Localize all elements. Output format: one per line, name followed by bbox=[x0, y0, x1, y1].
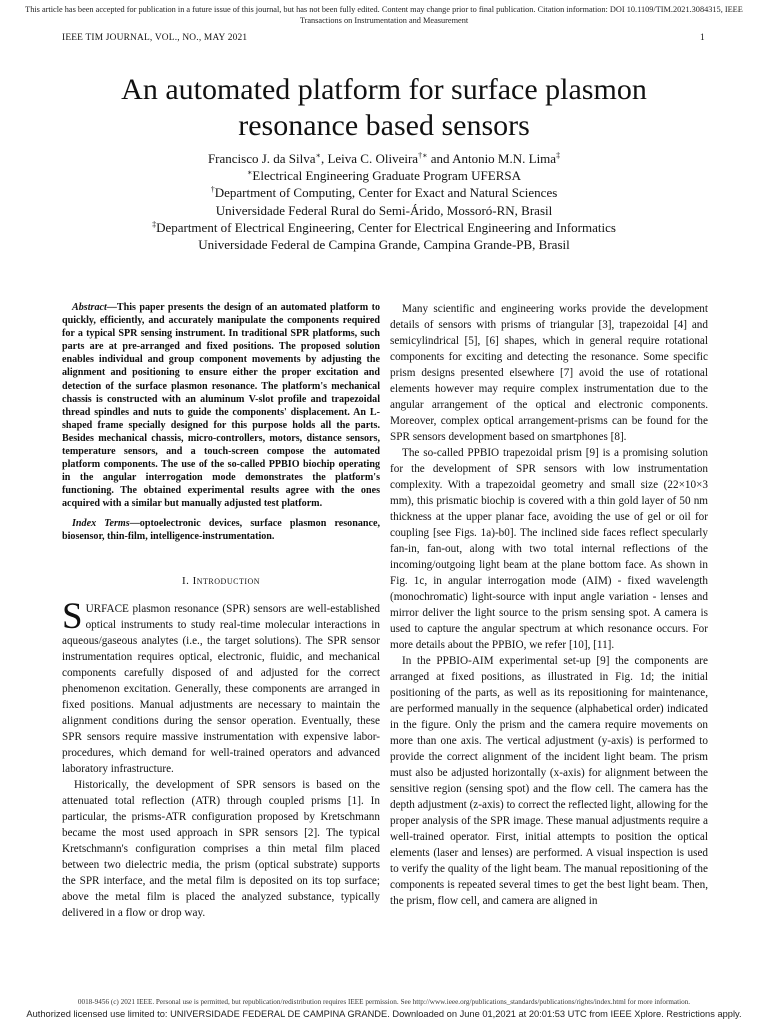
author-1-mark: ∗ bbox=[315, 151, 321, 160]
affiliation-3: Universidade Federal Rural do Semi-Árido, Mossoró-RN, Brasil bbox=[215, 202, 553, 218]
affiliation-1-mark: ∗ bbox=[246, 168, 253, 178]
index-terms bbox=[62, 517, 380, 543]
author-1: Francisco J. da Silva bbox=[207, 151, 316, 166]
drop-cap: S bbox=[62, 595, 83, 637]
affiliation-5: Universidade Federal de Campina Grande, Campina Grande-PB, Brasil bbox=[198, 237, 570, 253]
abstract bbox=[62, 301, 380, 511]
accepted-notice-line1: This article has been accepted for publication in a future issue of this journal, but has not been fully edited. Content may change prior to final publication. Citation information: DOI 10.1109/TIM.2021.3084315, IEEE bbox=[25, 5, 743, 14]
abstract-label: Abstract bbox=[72, 302, 107, 313]
page-number: 1 bbox=[700, 33, 705, 43]
section-heading bbox=[62, 573, 380, 589]
title-line2: resonance based sensors bbox=[238, 109, 530, 142]
title-line1: An automated platform for surface plasmon bbox=[121, 73, 647, 106]
running-head: IEEE TIM JOURNAL, VOL., NO., MAY 2021 bbox=[62, 33, 248, 43]
right-paragraph-3: In the PPBIO-AIM experimental set-up [9] the components are arranged at fixed positions, as illustrated in Fig. 1d; the initial positioning of the parts, as well as its repositioning for maintenance, are performed manually in the sequence (alphabetical order) indicated in the figure. Only the prism and the camera require movements on more than one axis. The vertical adjustment (y-axis) is performed to provide the correct alignment of the incident light beam. The prism must also be adjusted horizontally (x-axis) for alignment between the sensitive region (sensing spot) and the flow cell. The camera has the depth adjustment (z-axis) to correct the reflected light, allowing for the proper analysis of the SPR image. These manual adjustments require a well-trained operator. First, initial attempts to position the optical elements (laser and lenses) are performed. A visual inspection is used to verify the quality of the light beam. The manual repositioning of the components is repeated several times to get the best light beam. Then, the prism, flow cell, and camera are aligned in bbox=[390, 655, 708, 907]
right-paragraph-1: Many scientific and engineering works provide the development details of sensors with prisms of triangular [3], trapezoidal [4] and semicylindrical [5], [6] shapes, which in general require rotational components for exciting and detecting the resonance. Some specific prism designs presented elsewhere [7] avoid the use of rotational elements however may require complex instrumentation due to the angular arrangement of the optical and electronic components. Moreover, complex optical arrangement-prisms can be found for the SPR sensors development based on smartphones [8]. bbox=[390, 303, 708, 443]
abstract-text: —This paper presents the design of an automated platform to quickly, efficiently, and accurately manipulate the components required for a typical SPR sensing instrument. In traditional SPR platforms, such parts are at pre-arranged and fixed positions. The proposed solution enables individual and group component movements by adjusting the alignment and positioning to ensure either the proper excitation and detection of the surface plasmon resonance. The platform's mechanical chassis is constructed with an aluminum V-slot profile and trapezoidal thread spindles and nuts to guide the components' displacement. An L-shaped frame specially designed for this purpose holds all the parts. Besides mechanical chassis, micro-controllers, motors, distance sensors, temperature sensors, and a touch-screen compose the automated platform components. The use of the so-called PPBIO biochip operating in the angular interrogation mode demonstrates the platform's functioning. The obtained experimental results agree with the ones acquired with a similar but manually adjusted test platform. bbox=[62, 302, 380, 510]
intro-paragraph-1 bbox=[62, 595, 380, 777]
affiliation-4-mark: ‡ bbox=[152, 219, 157, 229]
affiliation-1 bbox=[0, 167, 768, 184]
accepted-notice-line2: Transactions on Instrumentation and Measurement bbox=[299, 16, 469, 25]
intro-paragraph-1-text: URFACE plasmon resonance (SPR) sensors are well-established optical instruments to study real-time molecular interactions in aqueous/gaseous analytes (i.e., the target solutions). The SPR sensor instrumentation requires optical, electronic, fluidic, and mechanical components carefully disposed of and adjusted for the correct phenomenon excitation. Generally, these components are arranged in fixed positions. Manual adjustments are necessary to maintain the alignment conditions during the sensor operation. Eventually, these SPR sensors require massive instrumentation with expensive labor-procedures, which demand for well-trained operators and advanced laboratory infrastructure. bbox=[62, 602, 380, 775]
section-title: Introduction bbox=[192, 574, 261, 587]
affiliation-2 bbox=[0, 184, 768, 201]
right-paragraph-2: The so-called PPBIO trapezoidal prism [9] is a promising solution for the development of SPR sensors with low instrumentation complexity. With a trapezoidal geometry and small size (22×10×3 mm), this prismatic biochip is covered with a thin gold layer of 50 nm thickness at the upper planar face, avoiding the use of gel or oil for coupling [see Figs. 1a)-b0]. The inclined side faces reflect specularly fan-in, fan-out, along with two total internal reflections of the incoming/outgoing light beam at the plane bottom face. As shown in Fig. 1c, in angular interrogation mode (AIM) - fixed wavelength (monochromatic) light-source with input angle variation - lenses and mirror deliver the light source to the prism sensing spot. A camera is used to capture the angular spectrum at which resonance occurs. For more details about the PPBIO, we refer [10], [11]. bbox=[390, 447, 708, 651]
affiliation-4 bbox=[0, 219, 768, 236]
intro-paragraph-2: Historically, the development of SPR sensors is based on the attenuated total reflection (ATR) through coupled prisms [1]. In particular, the prisms-ATR configuration proposed by Kretschmann became the most used approach in SPR sensors [2]. The typical Kretschmann's configuration comprises a thin metal film placed between two dielectric media, the prism (optical substrate) supports the SPR interface, and the metal film is deposited on its top surface; above the metal film is placed the analyzed substance, typically delivered in a flow or drop way. bbox=[62, 778, 380, 919]
left-column bbox=[62, 301, 380, 921]
affiliation-2-mark: † bbox=[210, 185, 215, 195]
author-block bbox=[0, 150, 768, 253]
index-terms-text: —optoelectronic devices, surface plasmon resonance, biosensor, thin-film, intelligence-instrumentation. bbox=[62, 517, 380, 542]
author-names bbox=[0, 150, 768, 167]
right-column bbox=[390, 301, 708, 909]
affiliation-1-text: Electrical Engineering Graduate Program UFERSA bbox=[252, 168, 522, 184]
license-footer: Authorized licensed use limited to: UNIVERSIDADE FEDERAL DE CAMPINA GRANDE. Downloaded on June 01,2021 at 20:01:53 UTC from IEEE Xplore. Restrictions apply. bbox=[26, 1009, 742, 1019]
paper-title bbox=[0, 72, 768, 144]
author-2: , Leiva C. Oliveira bbox=[320, 151, 419, 166]
author-3: and Antonio M.N. Lima bbox=[427, 151, 557, 166]
section-number: I. bbox=[181, 574, 193, 587]
author-2-mark: †∗ bbox=[418, 151, 428, 160]
index-terms-label: Index Terms bbox=[72, 517, 130, 529]
affiliation-2-text: Department of Computing, Center for Exact and Natural Sciences bbox=[214, 185, 558, 201]
author-3-mark: ‡ bbox=[556, 151, 561, 160]
accepted-notice bbox=[0, 4, 768, 26]
copyright-footer: 0018-9456 (c) 2021 IEEE. Personal use is permitted, but republication/redistribution requires IEEE permission. See http://www.ieee.org/publications_standards/publications/rights/index.html for more information. bbox=[77, 998, 691, 1006]
affiliation-4-text: Department of Electrical Engineering, Center for Electrical Engineering and Informatics bbox=[156, 219, 616, 235]
